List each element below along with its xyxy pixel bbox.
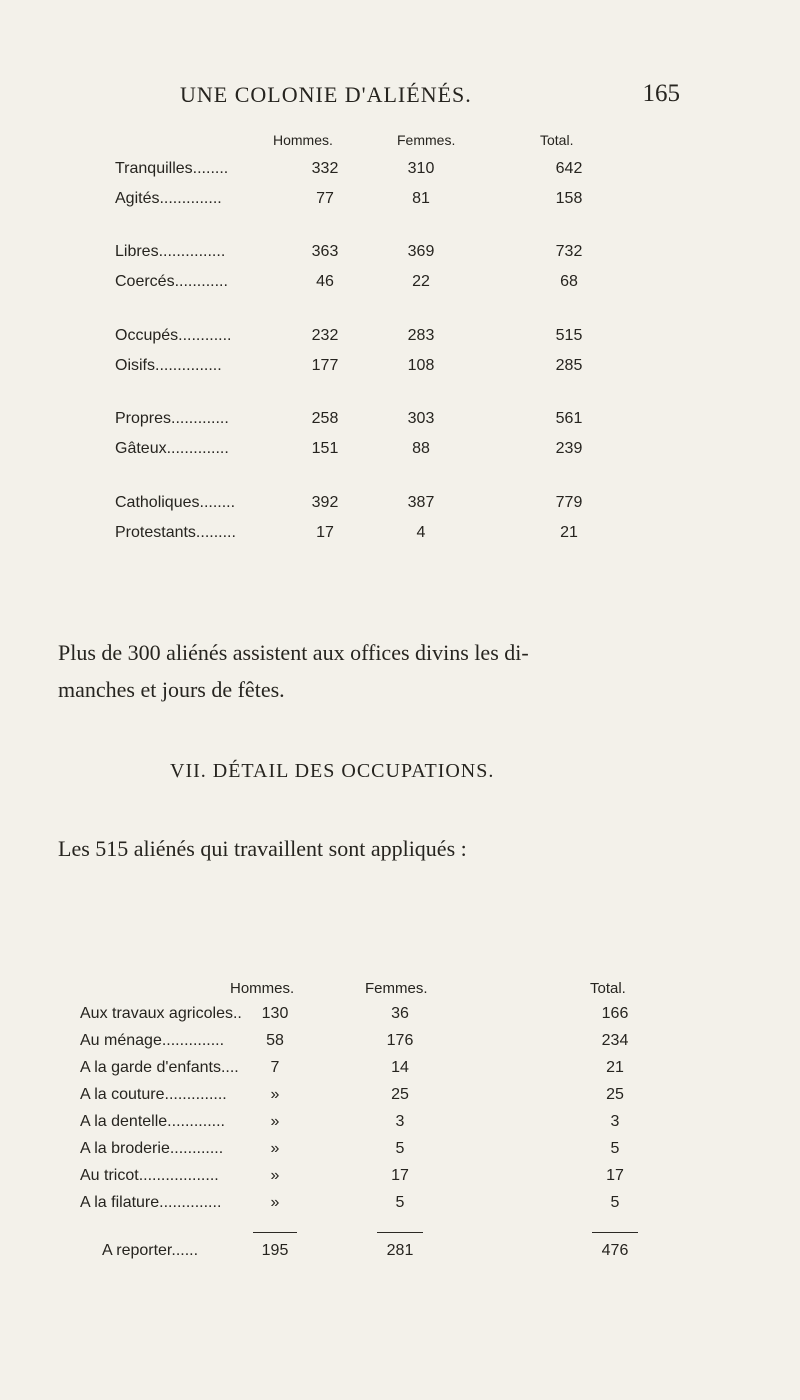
column-header-femmes: Femmes. — [365, 980, 428, 997]
row-label: Propres............. — [115, 410, 229, 427]
cell-hommes: » — [270, 1113, 280, 1130]
cell-total: 234 — [601, 1032, 629, 1049]
row-label: Protestants......... — [115, 524, 236, 541]
column-header-total: Total. — [590, 980, 626, 997]
carry-total: 476 — [601, 1242, 629, 1259]
cell-femmes: 4 — [416, 524, 426, 541]
cell-femmes: 369 — [407, 243, 435, 260]
statistics-table — [115, 132, 715, 572]
row-label: Au ménage.............. — [80, 1032, 225, 1049]
cell-femmes: 25 — [391, 1086, 409, 1103]
cell-total: 3 — [610, 1113, 620, 1130]
body-paragraph — [58, 634, 748, 708]
row-label: Au tricot.................. — [80, 1167, 219, 1184]
cell-total: 642 — [555, 160, 583, 177]
cell-total: 166 — [601, 1005, 629, 1022]
cell-total: 732 — [555, 243, 583, 260]
cell-hommes: 177 — [311, 357, 339, 374]
occupations-table — [80, 980, 720, 1400]
cell-total: 779 — [555, 494, 583, 511]
cell-femmes: 310 — [407, 160, 435, 177]
cell-hommes: 46 — [316, 273, 334, 290]
cell-hommes: 58 — [266, 1032, 284, 1049]
cell-femmes: 14 — [391, 1059, 409, 1076]
cell-femmes: 81 — [412, 190, 430, 207]
cell-hommes: 363 — [311, 243, 339, 260]
cell-total: 5 — [610, 1140, 620, 1157]
row-label: Libres............... — [115, 243, 226, 260]
column-header-hommes: Hommes. — [230, 980, 295, 997]
paragraph-line: Plus de 300 aliénés assistent aux offices divins les di- — [58, 640, 529, 665]
row-label: Agités.............. — [115, 190, 222, 207]
sum-rule — [253, 1232, 297, 1233]
cell-femmes: 387 — [407, 494, 435, 511]
cell-femmes: 3 — [395, 1113, 405, 1130]
row-label: Occupés............ — [115, 327, 232, 344]
column-header-total: Total. — [540, 132, 574, 148]
cell-femmes: 303 — [407, 410, 435, 427]
row-label: Gâteux.............. — [115, 440, 229, 457]
section-intro: Les 515 aliénés qui travaillent sont appliqués : — [58, 836, 467, 861]
running-title: UNE COLONIE D'ALIÉNÉS. — [180, 82, 472, 107]
cell-total: 239 — [555, 440, 583, 457]
cell-hommes: 77 — [316, 190, 334, 207]
cell-femmes: 17 — [391, 1167, 409, 1184]
row-label: A la filature.............. — [80, 1194, 222, 1211]
cell-hommes: » — [270, 1167, 280, 1184]
cell-total: 515 — [555, 327, 583, 344]
page-number: 165 — [642, 80, 680, 107]
row-label: Coercés............ — [115, 273, 228, 290]
cell-total: 21 — [560, 524, 578, 541]
carry-label: A reporter...... — [102, 1242, 199, 1259]
carry-hommes: 195 — [261, 1242, 289, 1259]
cell-total: 21 — [606, 1059, 624, 1076]
row-label: A la broderie............ — [80, 1140, 224, 1157]
sum-rule — [592, 1232, 638, 1233]
running-head — [180, 82, 680, 118]
cell-hommes: 7 — [270, 1059, 280, 1076]
row-label: Aux travaux agricoles.. — [80, 1005, 242, 1022]
row-label: Tranquilles........ — [115, 160, 229, 177]
row-label: A la couture.............. — [80, 1086, 227, 1103]
cell-total: 561 — [555, 410, 583, 427]
row-label: Catholiques........ — [115, 494, 236, 511]
sum-rule — [377, 1232, 423, 1233]
cell-femmes: 5 — [395, 1194, 405, 1211]
cell-total: 5 — [610, 1194, 620, 1211]
cell-hommes: » — [270, 1086, 280, 1103]
cell-hommes: 258 — [311, 410, 339, 427]
cell-total: 158 — [555, 190, 583, 207]
cell-total: 17 — [606, 1167, 624, 1184]
cell-femmes: 36 — [391, 1005, 409, 1022]
cell-total: 25 — [606, 1086, 624, 1103]
cell-femmes: 283 — [407, 327, 435, 344]
carry-femmes: 281 — [386, 1242, 414, 1259]
cell-hommes: » — [270, 1194, 280, 1211]
cell-femmes: 5 — [395, 1140, 405, 1157]
cell-hommes: 232 — [311, 327, 339, 344]
column-header-femmes: Femmes. — [397, 132, 456, 148]
cell-femmes: 176 — [386, 1032, 414, 1049]
cell-femmes: 88 — [412, 440, 430, 457]
cell-hommes: 332 — [311, 160, 339, 177]
cell-femmes: 22 — [412, 273, 430, 290]
cell-femmes: 108 — [407, 357, 435, 374]
cell-hommes: » — [270, 1140, 280, 1157]
paragraph-line: manches et jours de fêtes. — [58, 677, 285, 702]
column-header-hommes: Hommes. — [273, 132, 333, 148]
row-label: A la garde d'enfants.... — [80, 1059, 239, 1076]
row-label: Oisifs............... — [115, 357, 222, 374]
cell-hommes: 130 — [261, 1005, 289, 1022]
cell-total: 68 — [560, 273, 578, 290]
row-label: A la dentelle............. — [80, 1113, 225, 1130]
cell-hommes: 17 — [316, 524, 334, 541]
cell-hommes: 392 — [311, 494, 339, 511]
cell-total: 285 — [555, 357, 583, 374]
section-heading: VII. DÉTAIL DES OCCUPATIONS. — [170, 760, 495, 782]
cell-hommes: 151 — [311, 440, 339, 457]
